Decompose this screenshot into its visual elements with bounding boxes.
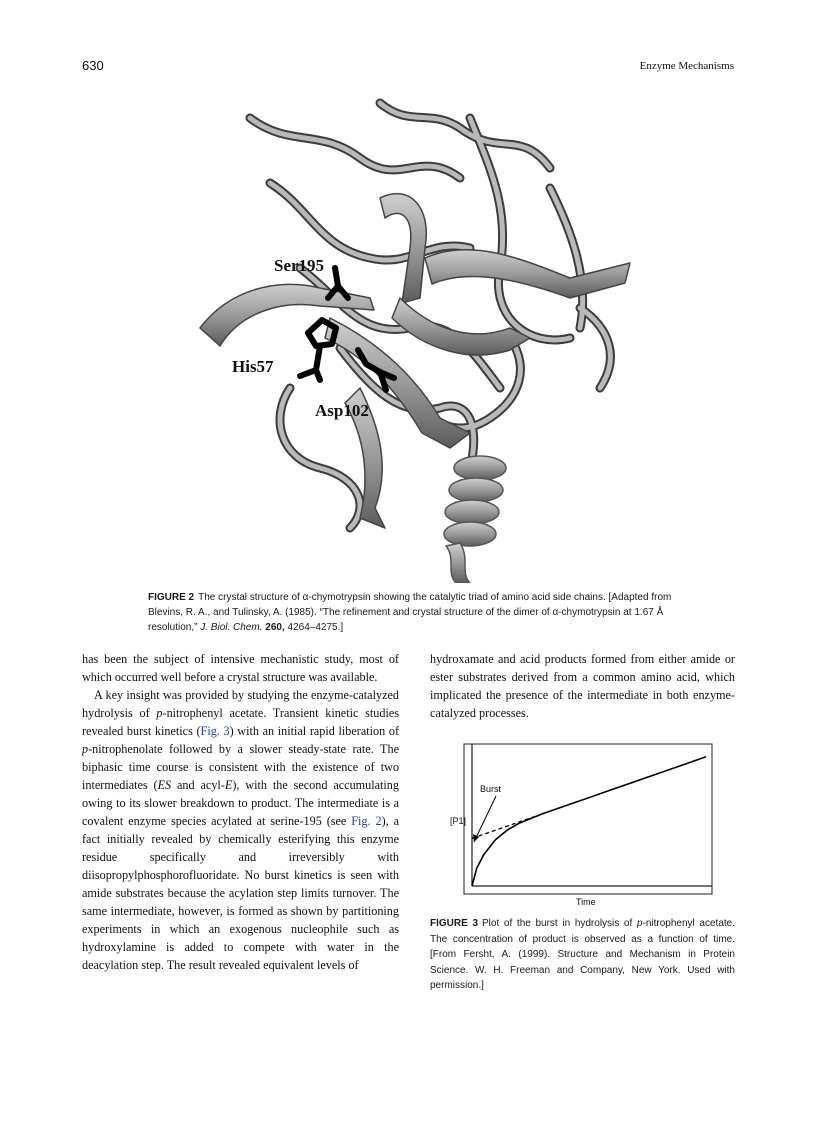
series-observed-product bbox=[472, 757, 706, 886]
body-column-left bbox=[82, 650, 399, 974]
running-head: Enzyme Mechanisms bbox=[639, 60, 734, 72]
figure2-caption-pages: 4264–4275.] bbox=[287, 622, 344, 633]
figure2-caption-volume: 260, bbox=[265, 622, 285, 633]
burst-annotation: Burst bbox=[480, 784, 502, 794]
y-axis-label: [P1] bbox=[450, 816, 467, 826]
fig3-link[interactable]: Fig. 3 bbox=[200, 724, 230, 738]
burst-kinetics-chart bbox=[448, 740, 720, 910]
fig2-link[interactable]: Fig. 2 bbox=[351, 814, 382, 828]
figure2-caption-journal: J. Biol. Chem. bbox=[200, 622, 263, 633]
x-axis-label: Time bbox=[576, 897, 596, 907]
page-number: 630 bbox=[82, 58, 104, 73]
asp102-label: Asp102 bbox=[315, 401, 369, 420]
paragraph: A key insight was provided by studying the enzyme-catalyzed hydrolysis of p-nitrophenyl acetate. Transient kinetic studies revealed burst kinetics (Fig. 3) with an initial rapid liberation of p-nitrophenolate followed by a slower steady-state rate. The biphasic time course is consistent with the existence of two intermediates (ES and acyl-E), with the second accumulating owing to its slower breakdown to product. The intermediate is a covalent enzyme species acylated at serine-195 (see Fig. 2), a fact initially revealed by chemically esterifying this enzyme residue specifically and irreversibly with diisopropylphosphorofluoridate. No burst kinetics is seen with amide substrates because the acylation step limits turnover. The same intermediate, however, is formed as shown by partitioning experiments in which an exogenous nucleophile such as hydroxylamine is added to compete with water in the deacylation step. The result revealed equivalent levels of bbox=[82, 688, 400, 972]
figure2-caption-label: FIGURE 2 bbox=[148, 592, 195, 603]
series-steady-state-extrapolation bbox=[472, 814, 542, 839]
burst-arrowhead bbox=[473, 834, 479, 842]
figure2-caption-text: The crystal structure of α-chymotrypsin showing the catalytic triad of amino acid side chains. [Adapted from Blevins, R. A., and Tulinsky, A. (1985). “The refinement and crystal structure of the dimer of α-chymotrypsin at 1.67 Å resolution,” bbox=[148, 592, 672, 633]
ser195-label: Ser195 bbox=[274, 256, 325, 275]
chart-frame bbox=[464, 744, 712, 894]
figure3-caption-label: FIGURE 3 bbox=[430, 918, 479, 929]
figure3-caption: FIGURE 3 Plot of the burst in hydrolysis of p-nitrophenyl acetate. The concentration of product is observed as a function of time. [From Fersht, A. (1999). Structure and Mechanism in Protein Science. W. H. Freeman and Company, New York. Used with permission.] bbox=[430, 918, 735, 991]
body-column-right bbox=[430, 650, 735, 722]
paragraph: has been the subject of intensive mechanistic study, most of which occurred well before a crystal structure was available. bbox=[82, 652, 399, 684]
his57-label: His57 bbox=[232, 357, 274, 376]
paragraph: hydroxamate and acid products formed from either amide or ester substrates derived from a common amino acid, which implicated the presence of the intermediate in both enzyme-catalyzed processes. bbox=[430, 652, 735, 720]
protein-ribbon bbox=[200, 103, 630, 583]
figure2-caption bbox=[148, 590, 708, 635]
chymotrypsin-structure-figure bbox=[170, 88, 650, 583]
burst-arrow bbox=[474, 796, 496, 842]
